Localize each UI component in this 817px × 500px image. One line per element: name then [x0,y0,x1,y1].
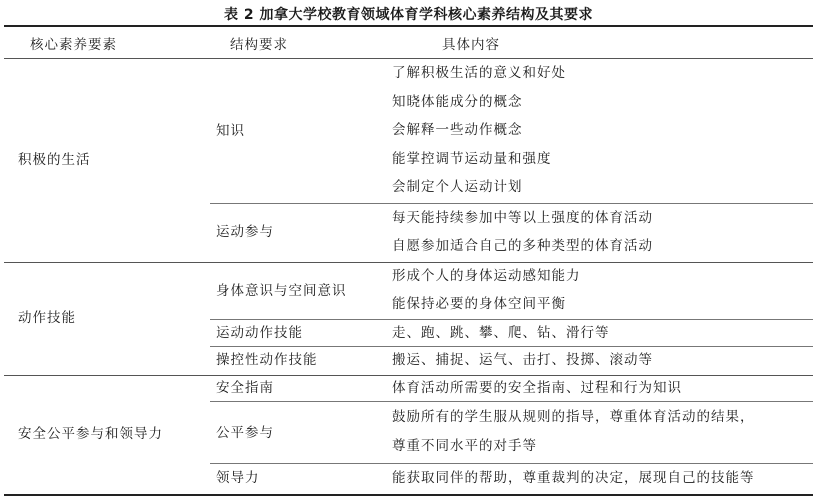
core-element-cell: 安全公平参与和领导力 [18,426,163,442]
core-element-cell: 动作技能 [18,310,76,326]
structure-cell: 运动参与 [216,224,274,240]
row-divider [210,463,813,464]
section-divider [4,375,813,376]
row-divider [210,346,813,347]
content-item: 了解积极生活的意义和好处 [392,65,566,81]
structure-cell: 领导力 [216,470,260,486]
content-item: 会解释一些动作概念 [392,122,523,138]
content-item: 鼓励所有的学生服从规则的指导，尊重体育活动的结果， [392,409,755,425]
structure-cell: 知识 [216,123,245,139]
content-item: 会制定个人运动计划 [392,179,523,195]
structure-cell: 公平参与 [216,425,274,441]
section-divider [4,262,813,263]
structure-cell: 操控性动作技能 [216,352,318,368]
table-caption: 表 2 加拿大学校教育领域体育学科核心素养结构及其要求 [224,7,593,23]
structure-cell: 运动动作技能 [216,325,303,341]
structure-cell: 安全指南 [216,380,274,396]
row-divider [210,319,813,320]
content-item: 走、跑、跳、攀、爬、钻、滑行等 [392,325,610,341]
content-item: 搬运、捕捉、运气、击打、投掷、滚动等 [392,352,653,368]
content-item: 知晓体能成分的概念 [392,94,523,110]
content-item: 能保持必要的身体空间平衡 [392,296,566,312]
content-item: 体育活动所需要的安全指南、过程和行为知识 [392,380,682,396]
content-item: 形成个人的身体运动感知能力 [392,268,581,284]
header-rule [4,58,813,59]
row-divider [210,401,813,402]
core-element-cell: 积极的生活 [18,152,91,168]
content-item: 尊重不同水平的对手等 [392,438,537,454]
structure-cell: 身体意识与空间意识 [216,283,347,299]
content-item: 自愿参加适合自己的多种类型的体育活动 [392,238,653,254]
bottom-rule [4,494,813,496]
content-item: 能掌控调节运动量和强度 [392,151,552,167]
header-structure: 结构要求 [230,37,288,53]
top-rule [4,25,813,27]
header-content: 具体内容 [442,37,500,53]
content-item: 能获取同伴的帮助，尊重裁判的决定，展现自己的技能等 [392,470,755,486]
header-core-element: 核心素养要素 [30,37,117,53]
content-item: 每天能持续参加中等以上强度的体育活动 [392,210,653,226]
row-divider [210,203,813,204]
